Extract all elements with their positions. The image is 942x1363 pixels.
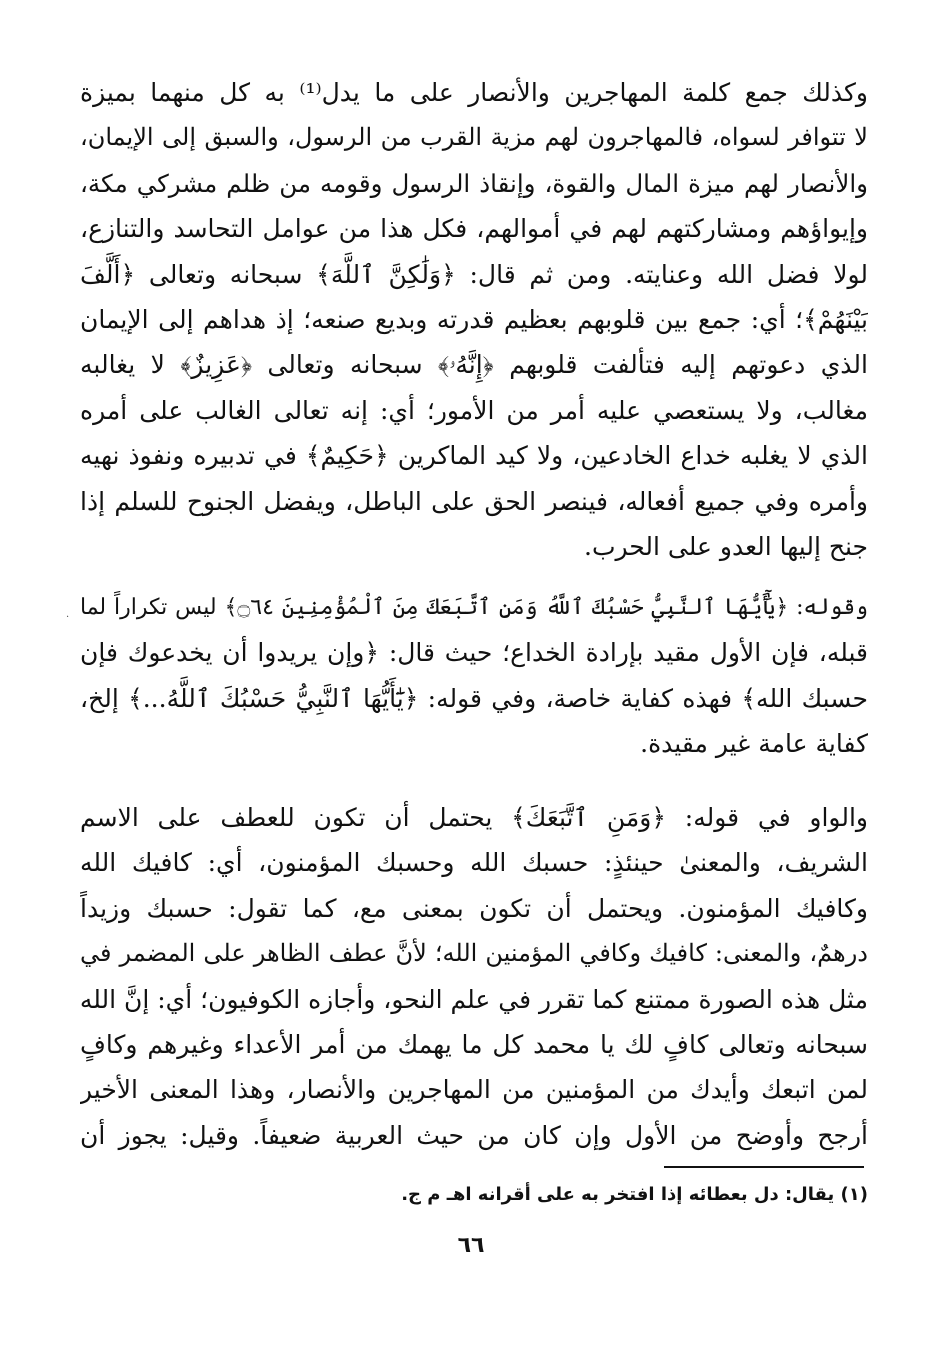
paragraph-1 bbox=[80, 70, 868, 569]
text-line: مثل هذه الصورة ممتنع كما تقرر في علم النحو، وأجازه الكوفيون؛ أي: إنَّ الله bbox=[80, 984, 868, 1014]
page-number: ٦٦ bbox=[457, 1233, 485, 1258]
text-line: حسبك الله﴾ فهذه كفاية خاصة، وفي قوله: ﴿يَٰٓأَيُّهَا ٱلنَّبِيُّ حَسْبُكَ ٱللَّهُ...﴾ إلخ، bbox=[80, 683, 868, 713]
text-line: جنح إليها العدو على الحرب. bbox=[584, 531, 868, 561]
text-line: لمن اتبعك وأيدك من المؤمنين من المهاجرين والأنصار، وهذا المعنى الأخير bbox=[80, 1075, 868, 1105]
text-line: والواو في قوله: ﴿وَمَنِ ٱتَّبَعَكَ﴾ يحتمل أن تكون للعطف على الاسم bbox=[80, 803, 868, 832]
text-line: وكذلك جمع كلمة المهاجرين والأنصار على ما يدل⁽¹⁾ به كل منهما بميزة bbox=[80, 78, 868, 107]
text-line: سبحانه وتعالى كافٍ لك يا محمد كل ما يهمك من أمر الأعداء وغيرهم وكافٍ bbox=[80, 1029, 868, 1059]
text-line: كفاية عامة غير مقيدة. bbox=[640, 729, 868, 759]
text-line: وكافيك المؤمنون. ويحتمل أن تكون بمعنى مع، كما تقول: حسبك وزيداً bbox=[80, 893, 868, 923]
text-line: وقوله: ﴿يَٰٓأَيُّهَا ٱلنَّبِيُّ حَسْبُكَ ٱللَّهُ وَمَنِ ٱتَّبَعَكَ مِنَ ٱلْمُؤْمِنِينَ ۝٦٤﴾ ليس تكراراً لما bbox=[80, 595, 868, 620]
text-line: الذي دعوتهم إليه فتألفت قلوبهم ﴿إِنَّهُۥ﴾ سبحانه وتعالى ﴿عَزِيزٌ﴾ لا يغالبه bbox=[80, 350, 868, 380]
margin-mark: · bbox=[66, 612, 70, 623]
text-line: الشريف، والمعنىٰ حينئذٍ: حسبك الله وحسبك المؤمنون، أي: كافيك الله bbox=[80, 848, 868, 878]
text-line: درهمٌ، والمعنى: كافيك وكافي المؤمنين الله؛ لأنَّ عطف الظاهر على المضمر في bbox=[80, 939, 868, 968]
text-line: أرجح وأوضح من الأول وإن كان من حيث العربية ضعيفاً. وقيل: يجوز أن bbox=[80, 1120, 868, 1150]
paragraph-2 bbox=[80, 585, 868, 767]
text-line: قبله، فإن الأول مقيد بإرادة الخداع؛ حيث قال: ﴿وإن يريدوا أن يخدعوك فإن bbox=[80, 638, 868, 668]
paragraph-3 bbox=[80, 795, 868, 1158]
text-line: لا تتوافر لسواه، فالمهاجرون لهم مزية القرب من الرسول، والسبق إلى الإيمان، bbox=[80, 123, 868, 152]
text-line: مغالب، ولا يستعصي عليه أمر من الأمور؛ أي: إنه تعالى الغالب على أمره bbox=[80, 395, 868, 425]
text-line: وإيواؤهم ومشاركتهم لهم في أموالهم، فكل هذا من عوامل التحاسد والتنازع، bbox=[80, 214, 868, 244]
footnote-divider bbox=[664, 1166, 864, 1168]
text-line: وأمره وفي جميع أفعاله، فينصر الحق على الباطل، ويفضل الجنوح للسلم إذا bbox=[80, 486, 868, 516]
text-line: والأنصار لهم ميزة المال والقوة، وإنقاذ الرسول وقومه من ظلم مشركي مكة، bbox=[80, 168, 868, 198]
text-line: لولا فضل الله وعنايته. ومن ثم قال: ﴿وَلَٰكِنَّ ٱللَّهَ﴾ سبحانه وتعالى ﴿أَلَّفَ bbox=[80, 259, 868, 289]
footnote: (١) يقال: دل بعطائه إذا افتخر به على أقرانه اهـ م ج. bbox=[401, 1184, 868, 1205]
text-line: بَيْنَهُمْ﴾؛ أي: جمع بين قلوبهم بعظيم قدرته وبديع صنعه؛ إذ هداهم إلى الإيمان bbox=[80, 304, 868, 334]
text-line: الذي لا يغلبه خداع الخادعين، ولا كيد الماكرين ﴿حَكِيمٌ﴾ في تدبيره ونفوذ نهيه bbox=[80, 441, 868, 471]
